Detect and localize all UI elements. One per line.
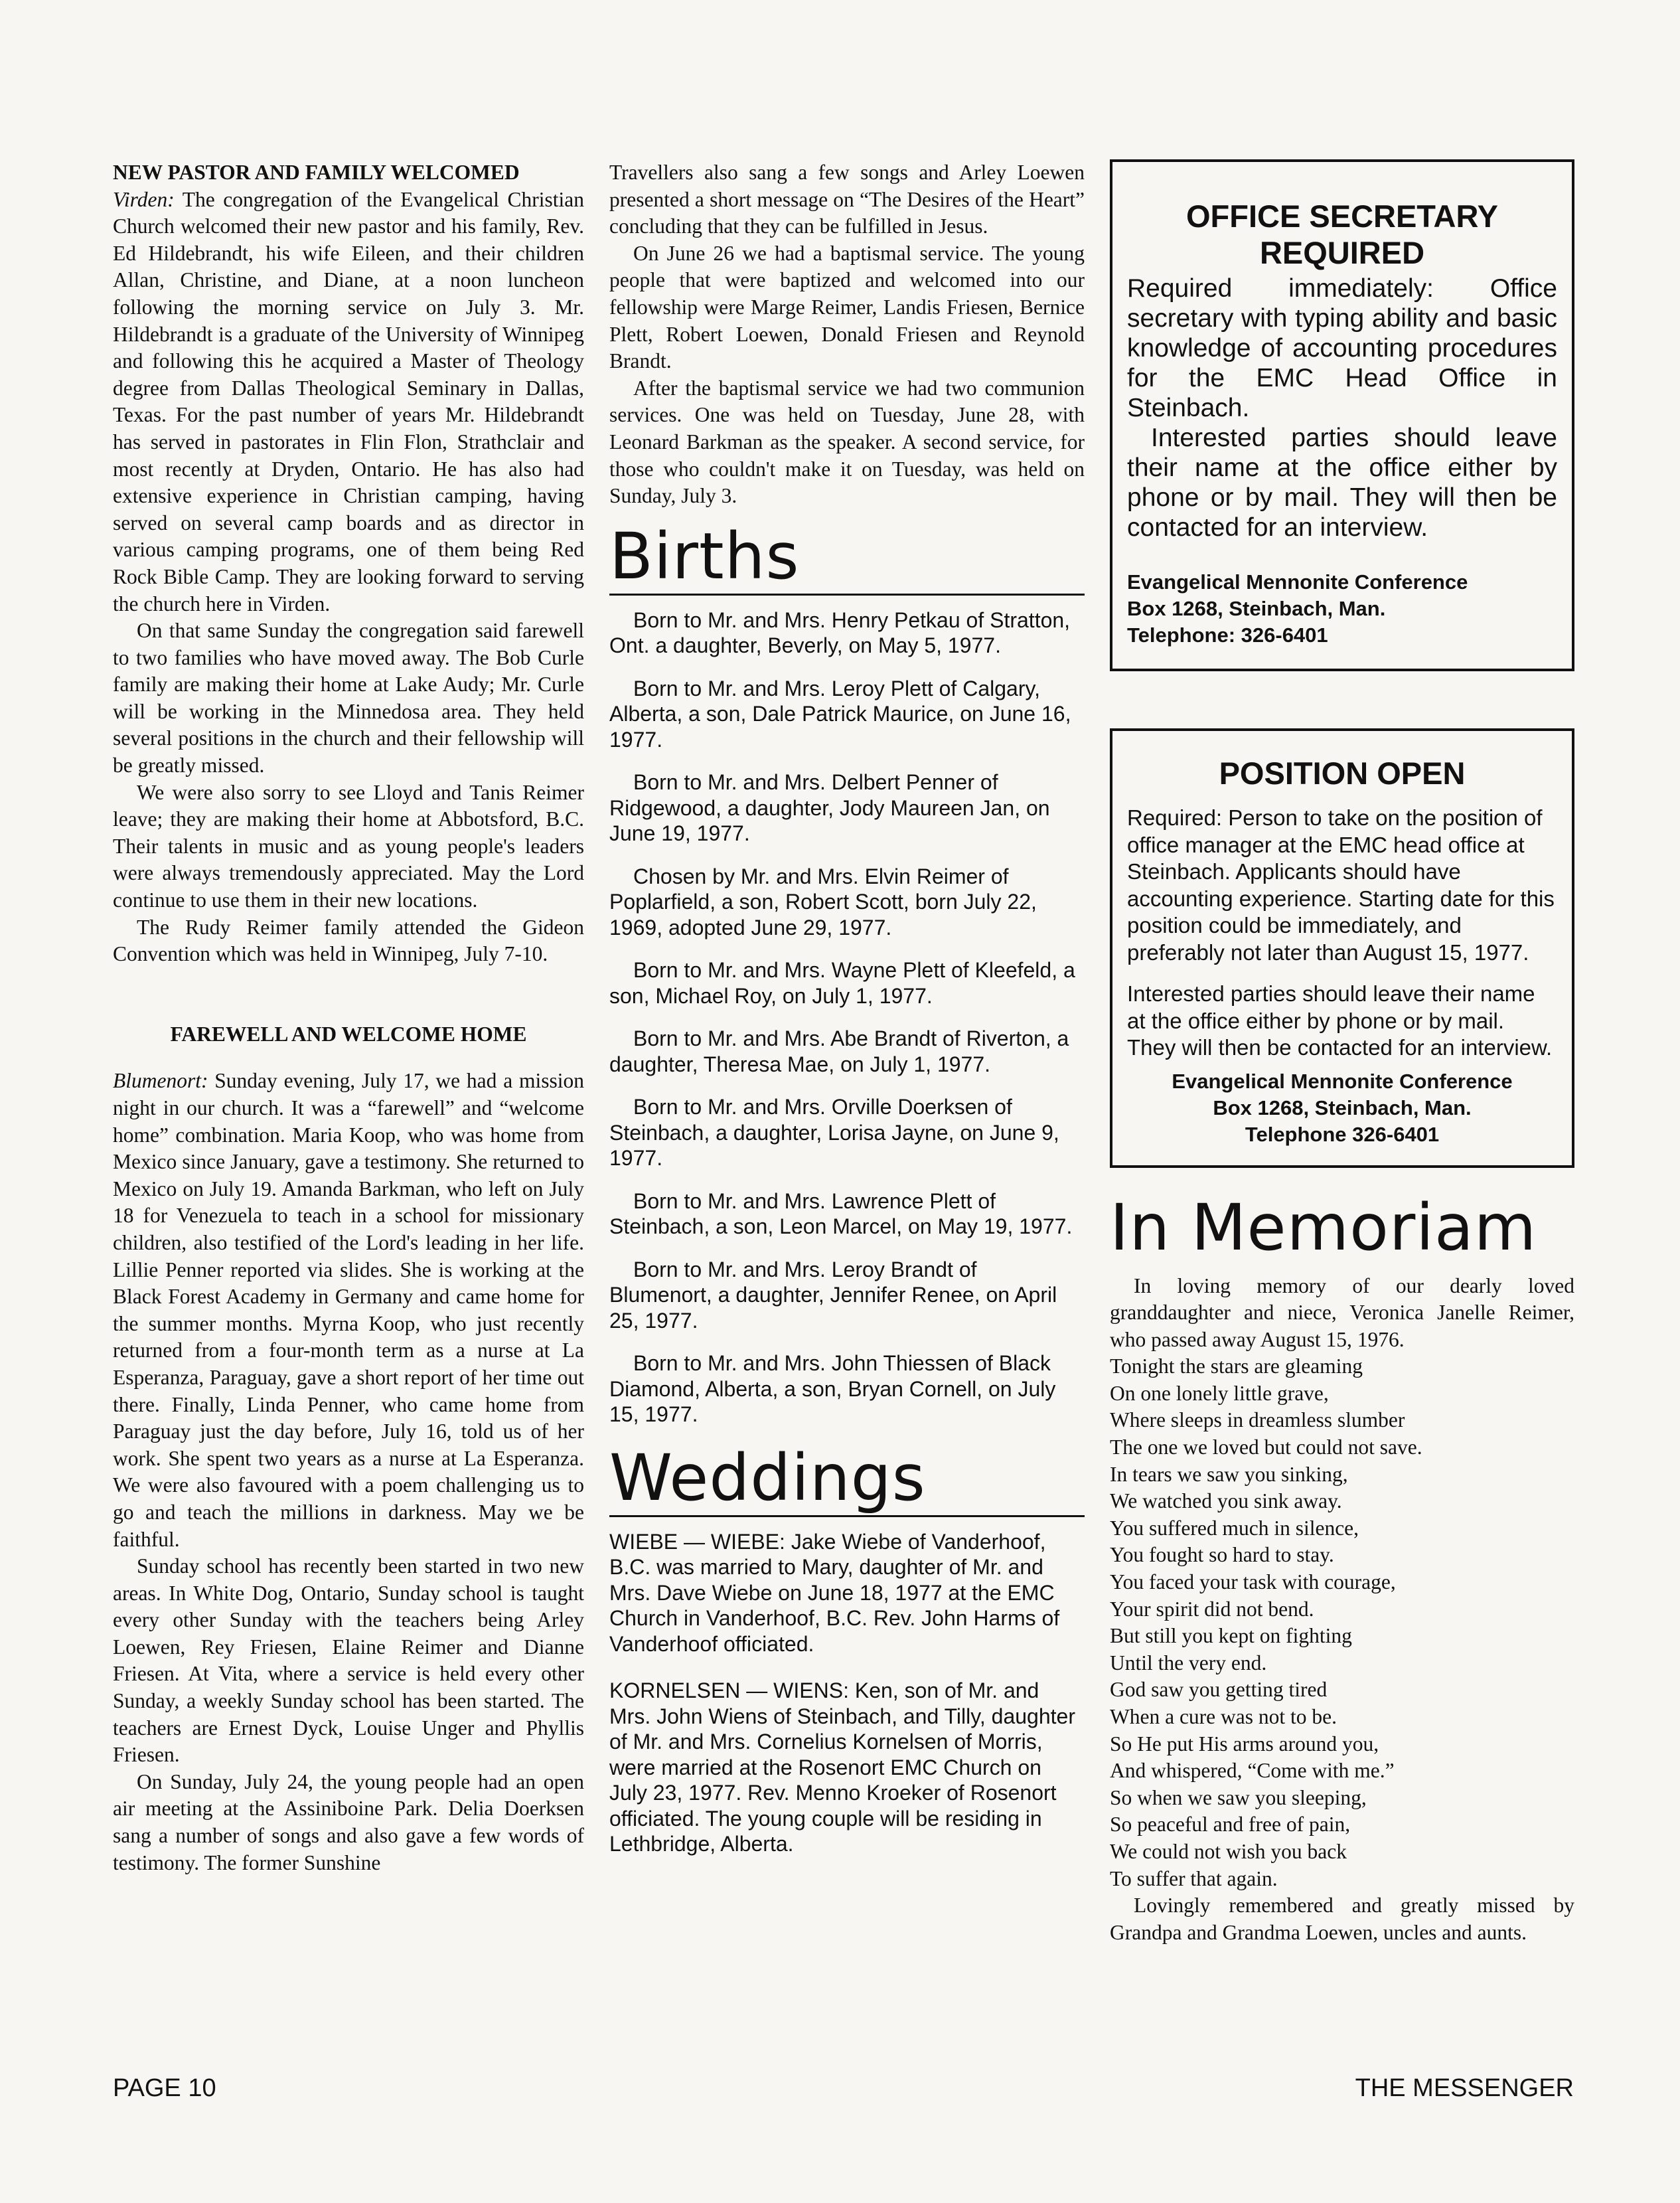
weddings-heading: Weddings <box>609 1440 926 1515</box>
weddings-list <box>609 1529 1085 1857</box>
births-section <box>609 519 1085 1428</box>
story-paragraph: Sunday school has recently been started in two new areas. In White Dog, Ontario, Sunday school is taught every other Sunday with the teachers being Arley Loewen, Rey Friesen, Elaine Reimer and Dianne Friesen. At Vita, where a service is held every other Sunday, a weekly Sunday school has been started. The teachers are Ernest Dyck, Louise Unger and Phyllis Friesen. <box>113 1554 584 1767</box>
wedding-announcement: WIEBE — WIEBE: Jake Wiebe of Vanderhoof, B.C. was married to Mary, daughter of Mr. and Mrs. Dave Wiebe on June 18, 1977 at the EMC Church in Vanderhoof, B.C. Rev. John Harms of Vanderhoof officiated. <box>609 1529 1060 1656</box>
story-continuation <box>609 159 1085 510</box>
story-paragraph: The Rudy Reimer family attended the Gideon Convention which was held in Winnipeg, July 7-10. <box>113 915 584 966</box>
memoriam-intro: In loving memory of our dearly loved granddaughter and niece, Veronica Janelle Reimer, who passed away August 15, 1976. <box>1110 1273 1574 1351</box>
poem-line: We could not wish you back <box>1110 1839 1347 1863</box>
story-paragraph: We were also sorry to see Lloyd and Tanis Reimer leave; they are making their home at Abbotsford, B.C. Their talents in music and as young people's leaders were always tremendously appreciated. May the Lord continue to use them in their new locations. <box>113 780 584 912</box>
birth-announcement: Born to Mr. and Mrs. John Thiessen of Black Diamond, Alberta, a son, Bryan Cornell, on July 15, 1977. <box>609 1351 1056 1427</box>
ad-address-line: Evangelical Mennonite Conference <box>1172 1069 1513 1093</box>
ad-address-line: Telephone: 326-6401 <box>1127 623 1328 647</box>
story-paragraph: After the baptismal service we had two communion services. One was held on Tuesday, June 28, with Leonard Barkman as the speaker. A second service, for those who couldn't make it on Tuesday, was held on Sunday, July 3. <box>609 376 1085 508</box>
story-paragraph <box>113 187 584 618</box>
ad-title: OFFICE SECRETARY REQUIRED <box>1185 199 1499 270</box>
ad-title: POSITION OPEN <box>1219 756 1466 791</box>
story-place: Virden: <box>113 187 175 211</box>
ad-address-line: Evangelical Mennonite Conference <box>1127 570 1468 594</box>
ad-address <box>1127 569 1557 649</box>
birth-announcement: Born to Mr. and Mrs. Henry Petkau of Stratton, Ont. a daughter, Beverly, on May 5, 1977. <box>609 608 1071 658</box>
wedding-announcement: KORNELSEN — WIENS: Ken, son of Mr. and Mrs. John Wiens of Steinbach, and Tilly, daughter of Mr. and Mrs. Cornelius Kornelsen of Morris, were married at the Rosenort EMC Church on July 23, 1977. Rev. Menno Kroeker of Rosenort officiated. The young couple will be residing in Lethbridge, Alberta. <box>609 1678 1075 1856</box>
ad-body <box>1127 274 1557 542</box>
story-paragraph: On Sunday, July 24, the young people had an open air meeting at the Assiniboine Park. Delia Doerksen sang a number of songs and also gave a few words of testimony. The former Sunshine <box>113 1769 584 1874</box>
ad-paragraph: Required immediately: Office secretary with typing ability and basic knowledge of accounting procedures for the EMC Head Office in Steinbach. <box>1127 274 1557 422</box>
publication-name: THE MESSENGER <box>1355 2074 1574 2102</box>
poem-line: Until the very end. <box>1110 1651 1267 1674</box>
ad-office-secretary <box>1110 159 1574 671</box>
ad-address <box>1127 1068 1557 1148</box>
story-title: FAREWELL AND WELCOME HOME <box>170 1022 527 1046</box>
page-number: PAGE 10 <box>113 2074 216 2102</box>
weddings-section <box>609 1440 1085 1857</box>
poem-line: When a cure was not to be. <box>1110 1705 1337 1728</box>
poem-line: God saw you getting tired <box>1110 1678 1328 1702</box>
birth-announcement: Born to Mr. and Mrs. Orville Doerksen of Steinbach, a daughter, Lorisa Jayne, on June 9, 1977. <box>609 1095 1059 1171</box>
story-text: Sunday evening, July 17, we had a mission night in our church. It was a “farewell” and “welcome home” combination. Maria Koop, who was home from Mexico since January, gave a testimony. She returned to Mexico on July 19. Amanda Barkman, who left on July 18 for Venezuela to teach in a school for missionary children, also testified of the Lord's leading in her life. Lillie Penner reported via slides. She is working at the Black Forest Academy in Germany and came home for the summer months. Myrna Koop, who just recently returned from a four-month term as a nurse at La Esperanza, Paraguay, gave a short report of her time out there. Finally, Linda Penner, who came home from Paraguay just the day before, July 16, told us of her work. She spent two years as a nurse at La Esperanza. We were also favoured with a poem challenging us to go and teach the millions in darkness. May we be faithful. <box>113 1069 584 1551</box>
poem-line: And whispered, “Come with me.” <box>1110 1759 1395 1783</box>
poem-line: Your spirit did not bend. <box>1110 1597 1314 1621</box>
ad-address-line: Box 1268, Steinbach, Man. <box>1127 597 1386 620</box>
poem-line: We watched you sink away. <box>1110 1489 1342 1513</box>
poem-line: On one lonely little grave, <box>1110 1381 1329 1405</box>
poem-line: So He put His arms around you, <box>1110 1732 1379 1755</box>
poem-line: So when we saw you sleeping, <box>1110 1785 1367 1809</box>
poem-line: So peaceful and free of pain, <box>1110 1813 1351 1836</box>
poem-line: The one we loved but could not save. <box>1110 1435 1422 1459</box>
ad-address-line: Box 1268, Steinbach, Man. <box>1213 1096 1472 1119</box>
story-title: NEW PASTOR AND FAMILY WELCOMED <box>113 161 520 184</box>
column-middle <box>609 159 1085 1878</box>
story-paragraph: Travellers also sang a few songs and Arley Loewen presented a short message on “The Desires of the Heart” concluding that they can be fulfilled in Jesus. <box>609 161 1085 238</box>
column-left <box>113 159 584 1876</box>
memoriam-text <box>1110 1273 1574 1354</box>
birth-announcement: Born to Mr. and Mrs. Leroy Plett of Calgary, Alberta, a son, Dale Patrick Maurice, on June 16, 1977. <box>609 676 1071 752</box>
story-paragraph: On that same Sunday the congregation said farewell to two families who have moved away. The Bob Curle family are making their home at Lake Audy; Mr. Curle will be working in the Minnedosa area. They held several positions in the church and their fellowship will be greatly missed. <box>113 619 584 777</box>
birth-announcement: Chosen by Mr. and Mrs. Elvin Reimer of Poplarfield, a son, Robert Scott, born July 22, 1969, adopted June 29, 1977. <box>609 864 1037 939</box>
births-heading: Births <box>609 519 800 594</box>
ad-body <box>1127 805 1557 1062</box>
poem-line: To suffer that again. <box>1110 1866 1278 1890</box>
poem-line: You faced your task with courage, <box>1110 1570 1396 1594</box>
memoriam-closing: Lovingly remembered and greatly missed by Grandpa and Grandma Loewen, uncles and aunts. <box>1110 1894 1574 1944</box>
memoriam-closing-wrap <box>1110 1892 1574 1946</box>
birth-announcement: Born to Mr. and Mrs. Leroy Brandt of Blumenort, a daughter, Jennifer Renee, on April 25, 1977. <box>609 1257 1057 1333</box>
story-place: Blumenort: <box>113 1069 208 1093</box>
story-paragraph: On June 26 we had a baptismal service. The young people that were baptized and welcomed into our fellowship were Marge Reimer, Landis Friesen, Bernice Plett, Robert Loewen, Donald Friesen and Reynold Brandt. <box>609 241 1085 373</box>
poem-line: Tonight the stars are gleaming <box>1110 1354 1363 1378</box>
poem-line: You suffered much in silence, <box>1110 1516 1359 1540</box>
births-list <box>609 608 1085 1428</box>
story-paragraph <box>113 1068 584 1553</box>
section-rule <box>609 594 1085 596</box>
birth-announcement: Born to Mr. and Mrs. Delbert Penner of Ridgewood, a daughter, Jody Maureen Jan, on June 19, 1977. <box>609 770 1050 846</box>
poem-line: In tears we saw you sinking, <box>1110 1462 1348 1486</box>
ad-paragraph: Required: Person to take on the position of office manager at the EMC head office at Steinbach. Applicants should have accounting experience. Starting date for this position could be immediately, and preferably not later than August 15, 1977. <box>1127 805 1555 965</box>
section-rule <box>609 1515 1085 1517</box>
story-text: The congregation of the Evangelical Christian Church welcomed their new pastor and his family, Rev. Ed Hildebrandt, his wife Eileen, and their children Allan, Christine, and Diane, at a noon luncheon following the morning service on July 3. Mr. Hildebrandt is a graduate of the University of Winnipeg and following this he acquired a Master of Theology degree from Dallas Theological Seminary in Dallas, Texas. For the past number of years Mr. Hildebrandt has served in pastorates in Flin Flon, Strathclair and most recently at Dryden, Ontario. He has also had extensive experience in Christian camping, having served on several camp boards and as director in various camping programs, one of them being Red Rock Bible Camp. They are looking forward to serving the church here in Virden. <box>113 187 584 615</box>
ad-address-line: Telephone 326-6401 <box>1245 1122 1440 1146</box>
memoriam-poem <box>1110 1353 1574 1892</box>
birth-announcement: Born to Mr. and Mrs. Abe Brandt of Riverton, a daughter, Theresa Mae, on July 1, 1977. <box>609 1026 1069 1076</box>
ad-paragraph: Interested parties should leave their name at the office either by phone or by mail. They will then be contacted for an interview. <box>1127 981 1553 1060</box>
poem-line: But still you kept on fighting <box>1110 1624 1352 1648</box>
ad-paragraph: Interested parties should leave their name at the office either by phone or by mail. They will then be contacted for an interview. <box>1127 424 1557 542</box>
birth-announcement: Born to Mr. and Mrs. Wayne Plett of Kleefeld, a son, Michael Roy, on July 1, 1977. <box>609 958 1075 1008</box>
poem-line: You fought so hard to stay. <box>1110 1543 1334 1567</box>
ad-position-open <box>1110 728 1574 1168</box>
story-farewell <box>113 1021 584 1876</box>
column-right <box>1110 159 1574 1946</box>
poem-line: Where sleeps in dreamless slumber <box>1110 1408 1405 1432</box>
memoriam-section <box>1110 1190 1574 1947</box>
story-new-pastor <box>113 159 584 968</box>
memoriam-heading: In Memoriam <box>1110 1190 1537 1265</box>
birth-announcement: Born to Mr. and Mrs. Lawrence Plett of Steinbach, a son, Leon Marcel, on May 19, 1977. <box>609 1188 1073 1239</box>
